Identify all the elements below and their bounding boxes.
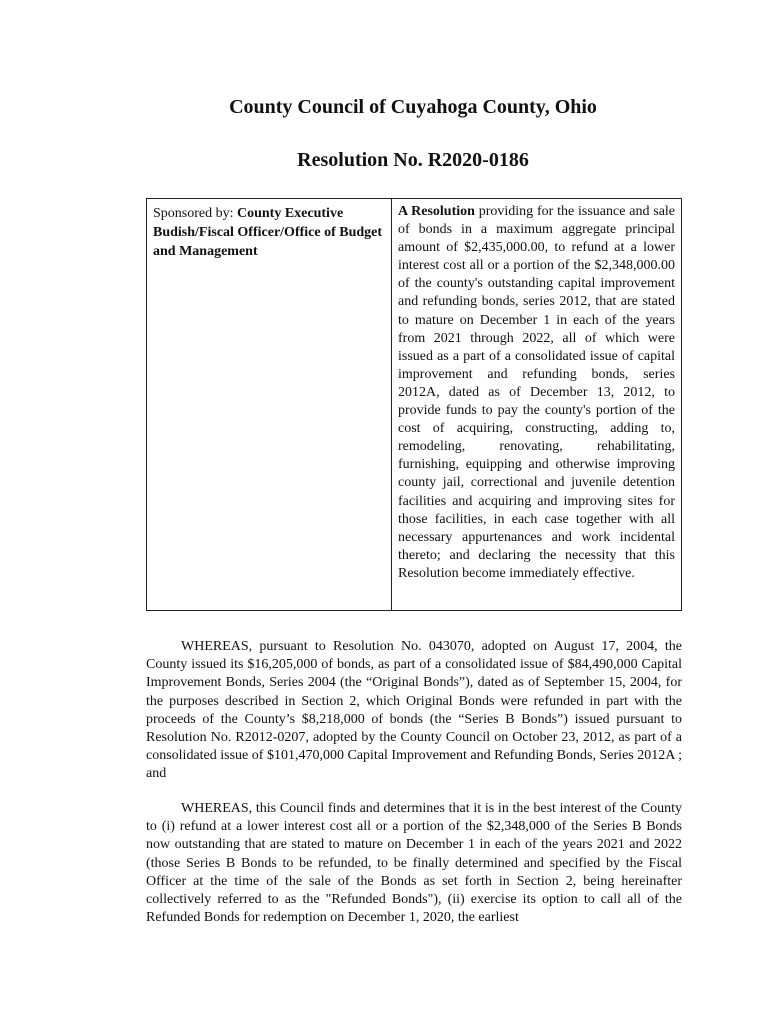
sponsor-table bbox=[146, 198, 682, 611]
county-title: County Council of Cuyahoga County, Ohio bbox=[229, 96, 597, 118]
resolution-title: Resolution No. R2020-0186 bbox=[297, 149, 529, 171]
sponsor-name: County Executive Budish/Fiscal Officer/Office of Budget and Management bbox=[153, 206, 383, 259]
sponsor-label: Sponsored by: bbox=[153, 206, 237, 221]
whereas-paragraph-2: WHEREAS, this Council finds and determines that it is in the best interest of the County to (i) refund at a lower interest cost all or a portion of the $2,348,000 of the Series B Bonds now outstanding that are stated to mature on December 1 in each of the years 2021 and 2022 (those Series B Bonds to be refunded, to be finally determined and specified by the Fiscal Officer at the time of the sale of the Bonds as set forth in Section 2, being hereinafter collectively referred to as the "Refunded Bonds"), (ii) exercise its option to call all of the Refunded Bonds for redemption on December 1, 2020, the earliest bbox=[146, 801, 682, 926]
sponsor-cell bbox=[147, 199, 392, 610]
description-text: providing for the issuance and sale of bonds in a maximum aggregate principal amount of $2,435,000.00, to refund at a lower interest cost all or a portion of the $2,348,000.00 of the county's outstanding capital improvement and refunding bonds, series 2012, that are stated to mature on December 1 in each of the years from 2021 through 2022, all of which were issued as a part of a consolidated issue of capital improvement and refunding bonds, series 2012A, dated as of December 13, 2012, to provide funds to pay the county's portion of the cost of acquiring, constructing, adding to, remodeling, renovating, rehabilitating, furnishing, equipping and otherwise improving county jail, correctional and juvenile detention facilities and acquiring and improving sites for those facilities, in each case together with all necessary appurtenances and work incidental thereto; and declaring the necessity that this Resolution become immediately effective. bbox=[398, 204, 676, 581]
description-lead: A Resolution bbox=[398, 204, 475, 219]
resolution-description bbox=[392, 199, 681, 610]
whereas-paragraph-1: WHEREAS, pursuant to Resolution No. 043070, adopted on August 17, 2004, the County issued its $16,205,000 of bonds, as part of a consolidated issue of $84,490,000 Capital Improvement Bonds, Series 2004 (the “Original Bonds”), dated as of September 15, 2004, for the purposes described in Section 2, which Original Bonds were refunded in part with the proceeds of the County’s $8,218,000 of bonds (the “Series B Bonds”) issued pursuant to Resolution No. R2012-0207, adopted by the County Council on October 23, 2012, as part of a consolidated issue of $101,470,000 Capital Improvement and Refunding Bonds, Series 2012A ; and bbox=[146, 639, 682, 782]
